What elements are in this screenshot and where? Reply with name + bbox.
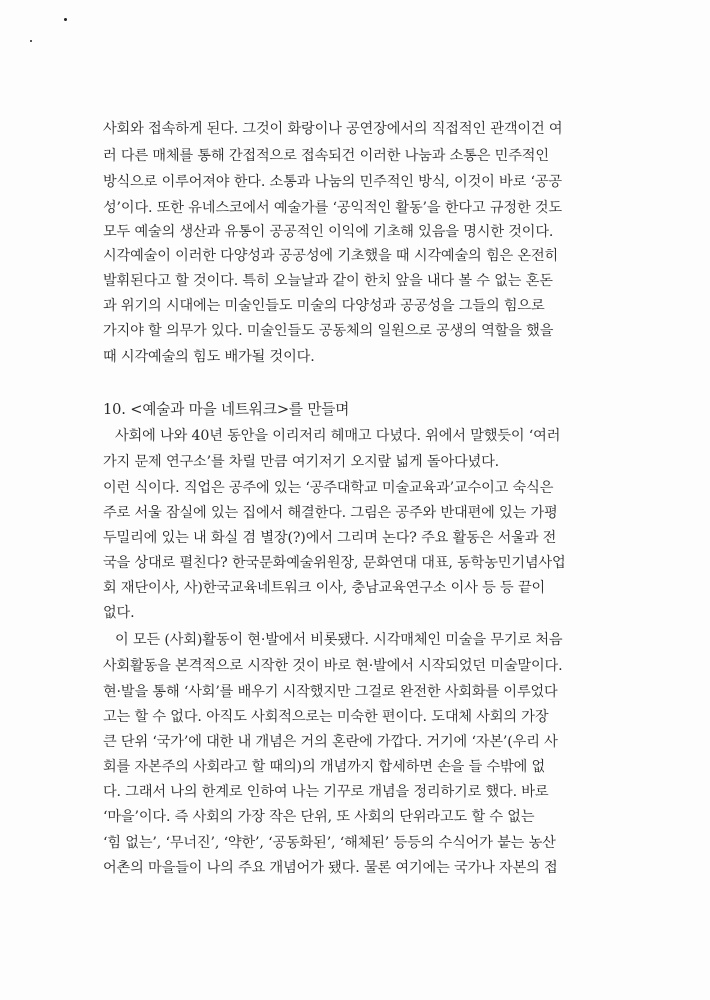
paragraph-line: 다. 그래서 나의 한계로 인하여 나는 기꾸로 개념을 정리하기로 했다. 바로	[103, 784, 549, 800]
paragraph-line: 발휘된다고 할 것이다. 특히 오늘날과 같이 한치 앞을 내다 볼 수 없는 혼돈	[103, 273, 553, 289]
paragraph-line: 시각예술이 이러한 다양성과 공공성에 기초했을 때 시각예술의 힘은 온전히	[103, 248, 559, 264]
paragraph-line: 회를 자본주의 사회라고 할 때의)의 개념까지 합세하면 손을 들 수밖에 없	[103, 759, 546, 775]
paragraph-line: 가지 문제 연구소’를 차릴 만큼 여기저기 오지랖 넓게 돌아다녔다.	[103, 454, 500, 470]
paragraph-line: 현·발을 통해 ‘사회’를 배우기 시작했지만 그걸로 완전한 사회화를 이루었다	[103, 684, 558, 700]
paragraph-line: 이런 식이다. 직업은 공주에 있는 ‘공주대학교 미술교육과’교수이고 숙식은	[103, 480, 554, 496]
paragraph-line: ‘힘 없는’, ‘무너진’, ‘약한’, ‘공동화된’, ‘해체된’ 등등의 수식어가 붙는 농산	[103, 835, 556, 851]
paragraph-line: ‘마을’이다. 즉 사회의 가장 작은 단위, 또 사회의 단위라고도 할 수 없는	[103, 809, 535, 825]
paragraph-line: 어촌의 마을들이 나의 주요 개념어가 됐다. 물론 여기에는 국가나 자본의 접	[103, 860, 558, 876]
paragraph-line: 사회활동을 본격적으로 시작한 것이 바로 현·발에서 시작되었던 미술말이다.	[103, 658, 563, 674]
paragraph-line: 주로 서울 잠실에 있는 집에서 해결한다. 그림은 공주와 반대편에 있는 가평	[103, 505, 558, 521]
paragraph-line: 성’이다. 또한 유네스코에서 예술가를 ‘공익적인 활동’을 한다고 규정한 것도	[103, 200, 562, 216]
section-heading: 10. <예술과 마을 네트워크>를 만들며	[103, 401, 350, 418]
paragraph-line: 회 재단이사, 사)한국교육네트워크 이사, 충남교육연구소 이사 등 등 끝이	[103, 580, 546, 596]
paragraph-line: 사회와 접속하게 된다. 그것이 화랑이나 공연장에서의 직접적인 관객이건 여	[103, 121, 563, 137]
paragraph-line: 없다.	[103, 605, 135, 621]
paragraph-line: 두밀리에 있는 내 화실 겸 별장(?)에서 그리며 논다? 주요 활동은 서울과 전	[103, 530, 557, 546]
scan-speck	[30, 40, 32, 42]
paragraph-line: 과 위기의 시대에는 미술인들도 미술의 다양성과 공공성을 그들의 힘으로	[103, 298, 545, 314]
paragraph-line: 사회에 나와 40년 동안을 이리저리 헤매고 다녔다. 위에서 말했듯이 ‘여러	[115, 428, 561, 444]
paragraph-line: 가지야 할 의무가 있다. 미술인들도 공동체의 일원으로 공생의 역할을 했을	[103, 323, 554, 339]
scan-speck	[64, 18, 67, 21]
paragraph-line: 모두 예술의 생산과 유통이 공공적인 이익에 기초해 있음을 명시한 것이다.	[103, 224, 554, 240]
paragraph-line: 고는 할 수 없다. 아직도 사회적으로는 미숙한 편이다. 도대체 사회의 가장	[103, 709, 549, 725]
paragraph-line: 때 시각예술의 힘도 배가될 것이다.	[103, 349, 315, 365]
paragraph-line: 이 모든 (사회)활동이 현·발에서 비롯됐다. 시각매체인 미술을 무기로 처음	[115, 632, 563, 648]
paragraph-line: 국을 상대로 펼친다? 한국문화예술위원장, 문화연대 대표, 동학농민기념사업	[103, 555, 566, 571]
paragraph-line: 러 다른 매체를 통해 간접적으로 접속되건 이러한 나눔과 소통은 민주적인	[103, 148, 549, 164]
paragraph-line: 방식으로 이루어져야 한다. 소통과 나눔의 민주적인 방식, 이것이 바로 ‘공공	[103, 174, 562, 190]
paragraph-line: 큰 단위 ‘국가’에 대한 내 개념은 거의 혼란에 가깝다. 거기에 ‘자본’(우리 사	[103, 734, 558, 750]
